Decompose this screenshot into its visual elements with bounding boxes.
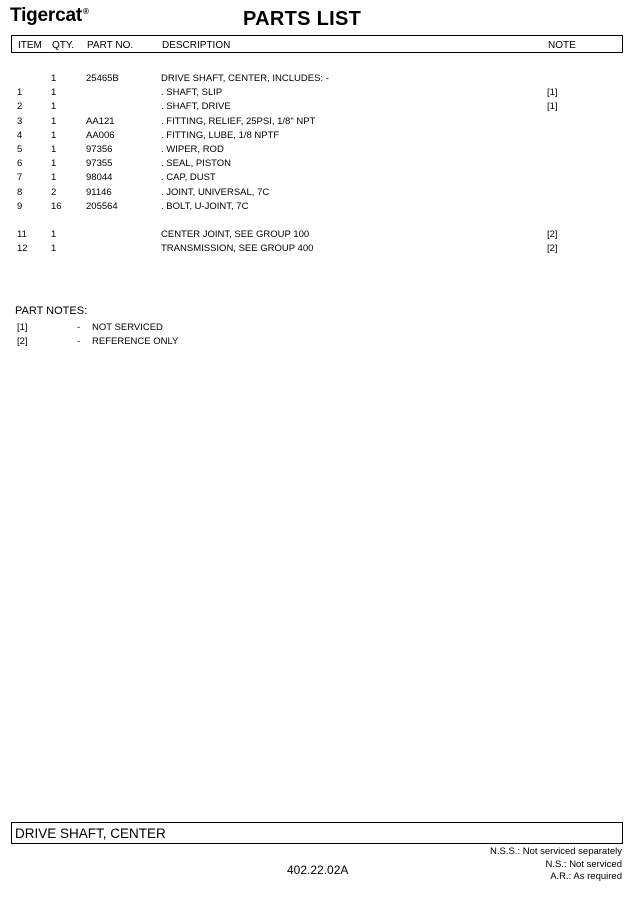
cell-qty: 1 bbox=[51, 243, 57, 255]
part-note-key: [2] bbox=[17, 336, 28, 347]
cell-qty: 1 bbox=[51, 228, 57, 240]
cell-item: 6 bbox=[17, 158, 23, 170]
legend-ns: N.S.: Not serviced bbox=[545, 858, 622, 870]
column-header-note: NOTE bbox=[548, 40, 576, 51]
part-note-dash: - bbox=[77, 336, 81, 347]
cell-item: 3 bbox=[17, 115, 23, 127]
cell-qty: 1 bbox=[51, 172, 57, 184]
cell-description: . JOINT, UNIVERSAL, 7C bbox=[161, 186, 270, 198]
cell-description: . SHAFT, DRIVE bbox=[161, 101, 231, 113]
cell-item: 7 bbox=[17, 172, 23, 184]
cell-part-no: 91146 bbox=[86, 186, 112, 198]
page-title: PARTS LIST bbox=[243, 8, 362, 30]
cell-note: [2] bbox=[547, 243, 558, 255]
cell-part-no: 98044 bbox=[86, 172, 113, 184]
cell-item: 11 bbox=[17, 228, 27, 240]
table-row bbox=[11, 243, 623, 257]
cell-note: [2] bbox=[547, 228, 558, 240]
cell-qty: 1 bbox=[51, 115, 57, 127]
cell-item: 4 bbox=[17, 129, 23, 141]
cell-description: TRANSMISSION, SEE GROUP 400 bbox=[161, 243, 314, 255]
cell-part-no: AA121 bbox=[86, 115, 115, 127]
cell-description: . FITTING, RELIEF, 25PSI, 1/8" NPT bbox=[161, 115, 316, 127]
section-title-box bbox=[11, 822, 623, 844]
cell-qty: 1 bbox=[51, 143, 57, 155]
column-header-description: DESCRIPTION bbox=[162, 40, 231, 51]
table-header bbox=[11, 35, 623, 53]
table-row bbox=[11, 130, 623, 144]
table-row bbox=[11, 158, 623, 172]
table-row bbox=[11, 101, 623, 115]
cell-part-no: AA006 bbox=[86, 129, 115, 141]
column-header-item: ITEM bbox=[18, 40, 42, 51]
page-number: 402.22.02A bbox=[287, 863, 349, 877]
part-note bbox=[15, 336, 315, 350]
table-row bbox=[11, 73, 623, 87]
legend-ar: A.R.: As required bbox=[550, 871, 622, 882]
table-row bbox=[11, 87, 623, 101]
cell-part-no: 97356 bbox=[86, 143, 113, 155]
brand-logo bbox=[10, 5, 89, 27]
cell-description: . SHAFT, SLIP bbox=[161, 87, 223, 99]
cell-qty: 1 bbox=[51, 73, 57, 84]
table-row bbox=[11, 229, 623, 243]
cell-item: 2 bbox=[17, 101, 23, 113]
cell-item: 9 bbox=[17, 200, 23, 212]
cell-qty: 1 bbox=[51, 101, 57, 113]
cell-item: 1 bbox=[17, 87, 23, 99]
cell-qty: 1 bbox=[51, 158, 57, 170]
abbreviation-legend bbox=[490, 846, 622, 884]
cell-qty: 16 bbox=[51, 200, 62, 212]
table-row bbox=[11, 201, 623, 215]
cell-description: . WIPER, ROD bbox=[161, 143, 224, 155]
table-row bbox=[11, 172, 623, 186]
cell-description: . FITTING, LUBE, 1/8 NPTF bbox=[161, 129, 280, 141]
column-header-qty: QTY. bbox=[52, 40, 75, 51]
cell-description: CENTER JOINT, SEE GROUP 100 bbox=[161, 228, 310, 240]
cell-qty: 1 bbox=[51, 87, 57, 99]
cell-description: . CAP, DUST bbox=[161, 172, 216, 184]
part-notes-title: PART NOTES: bbox=[15, 305, 88, 317]
cell-note: [1] bbox=[547, 87, 558, 99]
part-notes bbox=[15, 305, 315, 350]
cell-item: 5 bbox=[17, 143, 23, 155]
cell-description: DRIVE SHAFT, CENTER, INCLUDES: - bbox=[161, 73, 329, 84]
cell-note: [1] bbox=[547, 101, 558, 113]
cell-item: 12 bbox=[17, 243, 28, 255]
column-header-part-no: PART NO. bbox=[87, 40, 134, 51]
section-title: DRIVE SHAFT, CENTER bbox=[15, 826, 166, 841]
cell-part-no: 97355 bbox=[86, 158, 113, 170]
part-note-text: REFERENCE ONLY bbox=[92, 336, 179, 347]
table-row bbox=[11, 116, 623, 130]
table-row bbox=[11, 187, 623, 201]
cell-item: 8 bbox=[17, 186, 23, 198]
cell-qty: 1 bbox=[51, 129, 57, 141]
legend-nss: N.S.S.: Not serviced separately bbox=[490, 846, 622, 857]
cell-part-no: 205564 bbox=[86, 200, 118, 212]
part-note-text: NOT SERVICED bbox=[92, 322, 163, 333]
parts-table-body bbox=[11, 73, 623, 257]
brand-name: Tigercat bbox=[10, 5, 82, 26]
cell-qty: 2 bbox=[51, 186, 57, 198]
cell-description: . SEAL, PISTON bbox=[161, 158, 232, 170]
cell-description: . BOLT, U-JOINT, 7C bbox=[161, 200, 249, 212]
part-note bbox=[15, 322, 315, 336]
registered-mark: ® bbox=[82, 7, 89, 16]
part-note-dash: - bbox=[77, 322, 81, 333]
cell-part-no: 25465B bbox=[86, 73, 119, 84]
table-row bbox=[11, 144, 623, 158]
part-note-key: [1] bbox=[17, 322, 28, 333]
